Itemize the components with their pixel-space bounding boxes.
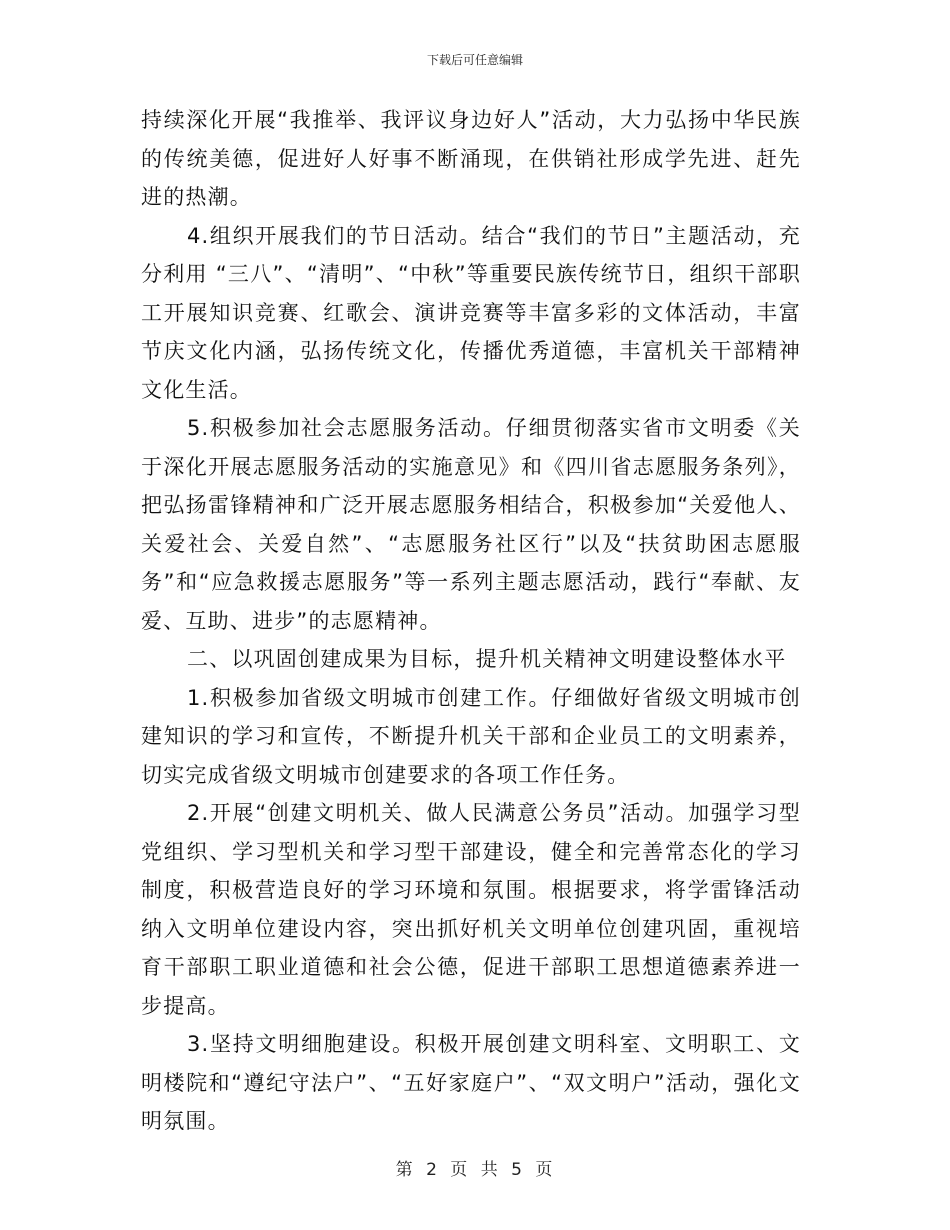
paragraph-continuation: 持续深化开展“我推举、我评议身边好人”活动，大力弘扬中华民族的传统美德，促进好人好事不断涌现，在供销社形成学先进、赶先进的热潮。 bbox=[141, 108, 801, 209]
paragraph-section2-item-1: 1.积极参加省级文明城市创建工作。仔细做好省级文明城市创建知识的学习和宣传，不断提升机关干部和企业员工的文明素养，切实完成省级文明城市创建要求的各项工作任务。 bbox=[141, 685, 801, 787]
paragraph-item-4: 4.组织开展我们的节日活动。结合“我们的节日”主题活动，充分利用 “三八”、“清明”、“中秋”等重要民族传统节日，组织干部职工开展知识竞赛、红歌会、演讲竞赛等丰富多彩的文体活动，丰富节庆文化内涵，弘扬传统文化，传播优秀道德，丰富机关干部精神文化生活。 bbox=[141, 223, 801, 402]
document-body bbox=[141, 101, 801, 1141]
paragraph-section2-item-3: 3.坚持文明细胞建设。积极开展创建文明科室、文明职工、文明楼院和“遵纪守法户”、“五好家庭户”、“双文明户”活动，强化文明氛围。 bbox=[141, 1032, 801, 1133]
page-header-note: 下载后可任意编辑 bbox=[426, 53, 523, 67]
page-number-footer: 第 2 页 共 5 页 bbox=[395, 1160, 555, 1180]
section-heading-2: 二、以巩固创建成果为目标，提升机关精神文明建设整体水平 bbox=[187, 647, 787, 671]
paragraph-section2-item-2: 2.开展“创建文明机关、做人民满意公务员”活动。加强学习型党组织、学习型机关和学习型干部建设，健全和完善常态化的学习制度，积极营造良好的学习环境和氛围。根据要求，将学雷锋活动纳入文明单位建设内容，突出抓好机关文明单位创建巩固，重视培育干部职工职业道德和社会公德，促进干部职工思想道德素养进一步提高。 bbox=[141, 801, 801, 1018]
paragraph-item-5: 5.积极参加社会志愿服务活动。仔细贯彻落实省市文明委《关于深化开展志愿服务活动的实施意见》和《四川省志愿服务条列》，把弘扬雷锋精神和广泛开展志愿服务相结合，积极参加“关爱他人、关爱社会、关爱自然”、“志愿服务社区行”以及“扶贫助困志愿服务”和“应急救援志愿服务”等一系列主题志愿活动，践行“奉献、友爱、互助、进步”的志愿精神。 bbox=[141, 416, 801, 633]
